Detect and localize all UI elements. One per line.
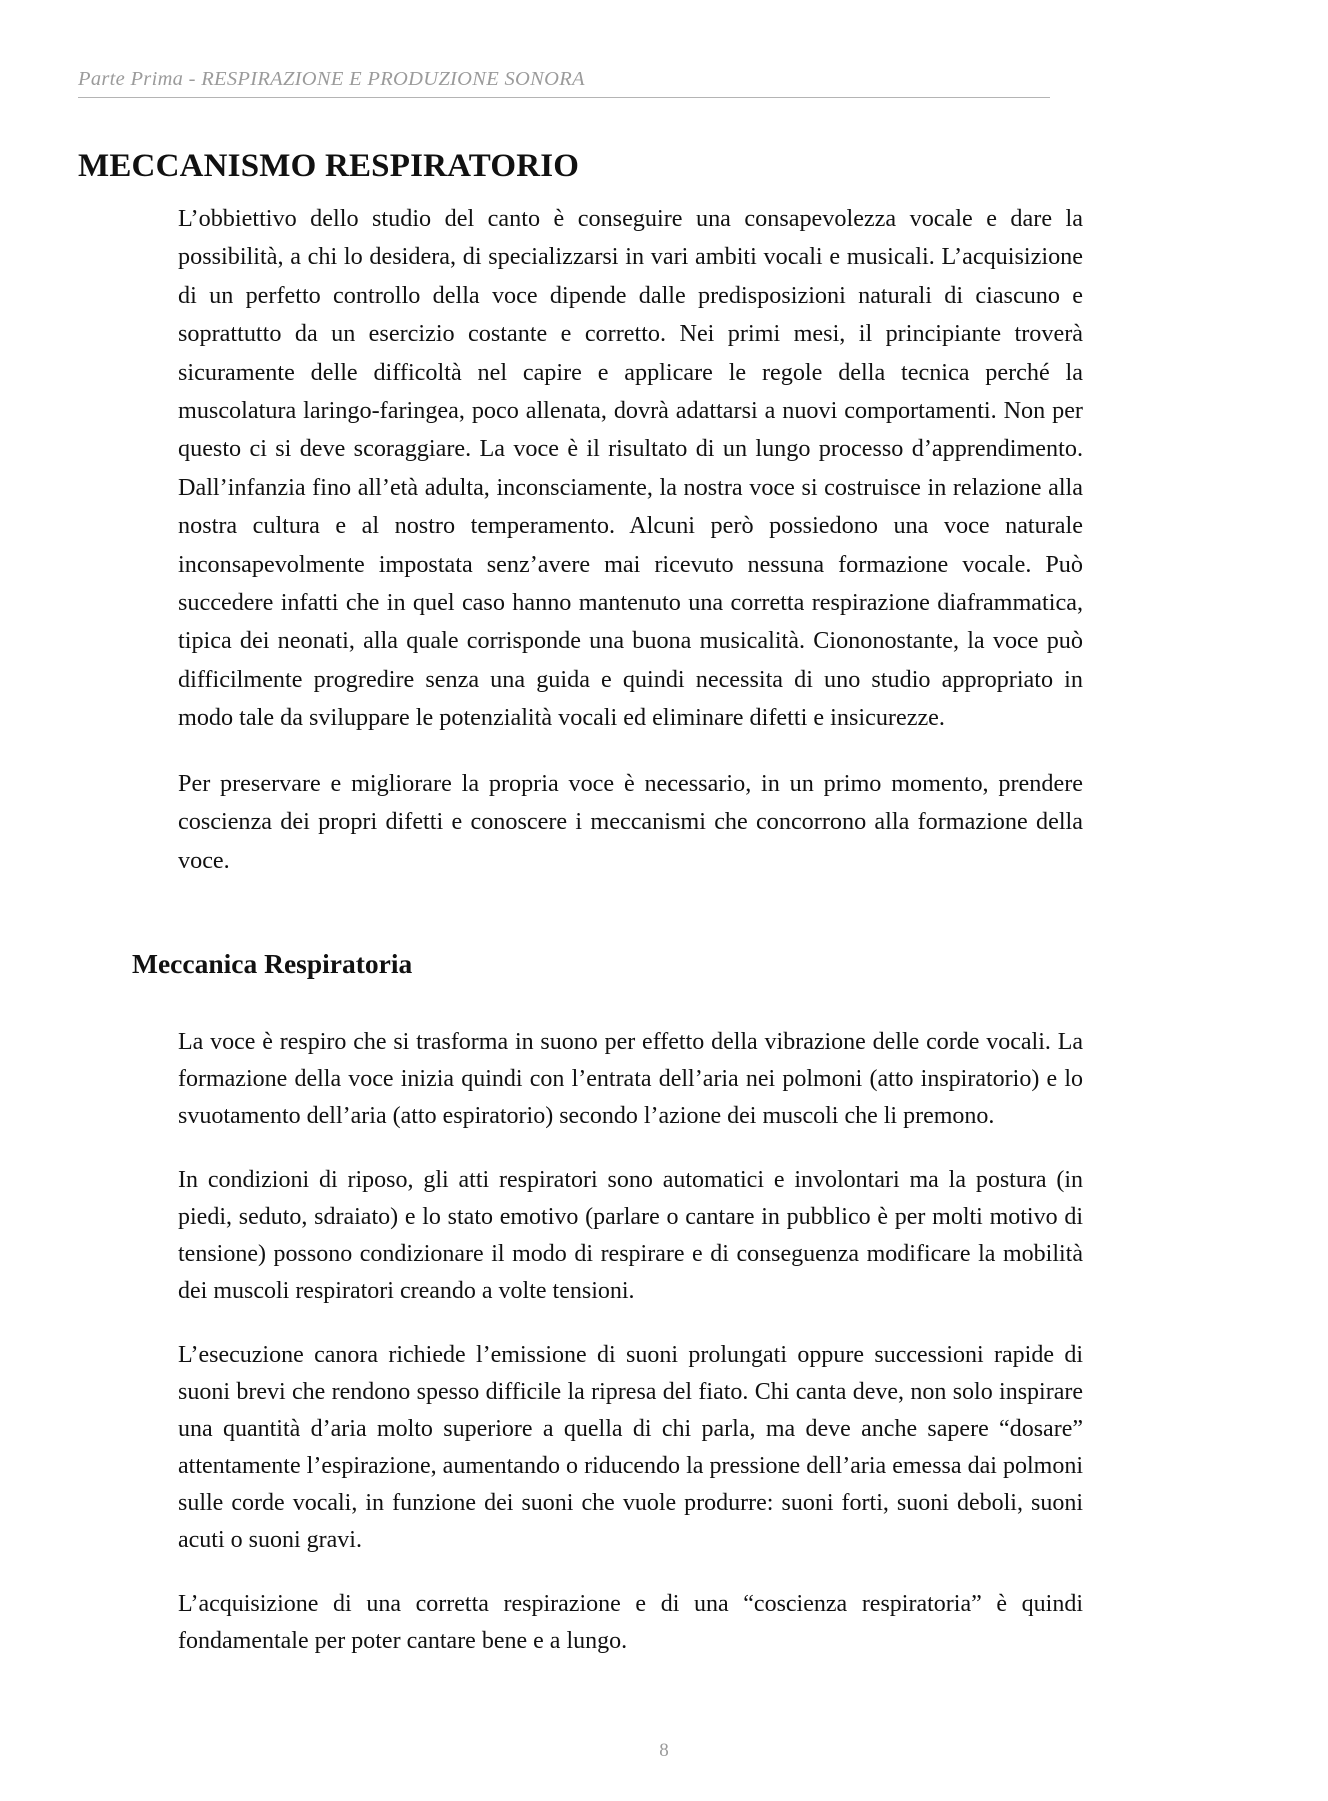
header-divider-rule bbox=[78, 97, 1050, 98]
page-number: 8 bbox=[659, 1740, 669, 1761]
section-heading: Meccanica Respiratoria bbox=[132, 947, 413, 979]
paragraph-1: L’obbiettivo dello studio del canto è conseguire una consapevolezza vocale e dare la possibilità, a chi lo desidera, di specializzarsi in vari ambiti vocali e musicali. L’acquisizione di un perfetto controllo della voce dipende dalle predisposizioni naturali di ciascuno e soprattutto da un esercizio costante e corretto. Nei primi mesi, il principiante troverà sicuramente delle difficoltà nel capire e applicare le regole della tecnica perché la muscolatura laringo-faringea, poco allenata, dovrà adattarsi a nuovi comportamenti. Non per questo ci si deve scoraggiare. La voce è il risultato di un lungo processo d’apprendimento. Dall’infanzia fino all’età adulta, inconsciamente, la nostra voce si costruisce in relazione alla nostra cultura e al nostro temperamento. Alcuni però possiedono una voce naturale inconsapevolmente impostata senz’avere mai ricevuto nessuna formazione vocale. Può succedere infatti che in quel caso hanno mantenuto una corretta respirazione diaframmatica, tipica dei neonati, alla quale corrisponde una buona musicalità. Ciononostante, la voce può difficilmente progredire senza una guida e quindi necessita di uno studio appropriato in modo tale da sviluppare le potenzialità vocali ed eliminare difetti e insicurezze. bbox=[178, 205, 1083, 732]
running-header-text: Parte Prima - RESPIRAZIONE E PRODUZIONE SONORA bbox=[78, 68, 585, 90]
running-header bbox=[78, 68, 1050, 98]
chapter-title: MECCANISMO RESPIRATORIO bbox=[78, 148, 580, 185]
body-content bbox=[132, 200, 1083, 1660]
spacer-before-section-heading bbox=[178, 880, 1083, 948]
paragraph-5: L’esecuzione canora richiede l’emissione di suoni prolungati oppure successioni rapide di suoni brevi che rendono spesso difficile la ripresa del fiato. Chi canta deve, non solo inspirare una quantità d’aria molto superiore a quella di chi parla, ma deve anche sapere “dosare” attentamente l’espirazione, aumentando o riducendo la pressione dell’aria emessa dai polmoni sulle corde vocali, in funzione dei suoni che vuole produrre: suoni forti, suoni deboli, suoni acuti o suoni gravi. bbox=[178, 1341, 1083, 1553]
spacer-after-section-heading bbox=[178, 980, 1083, 1024]
paragraph-2: Per preservare e migliorare la propria voce è necessario, in un primo momento, prendere coscienza dei propri difetti e conoscere i meccanismi che concorrono alla formazione della voce. bbox=[178, 769, 1083, 874]
paragraph-3: La voce è respiro che si trasforma in suono per effetto della vibrazione delle corde vocali. La formazione della voce inizia quindi con l’entrata dell’aria nei polmoni (atto inspiratorio) e lo svuotamento dell’aria (atto espiratorio) secondo l’azione dei muscoli che li premono. bbox=[178, 1028, 1083, 1129]
paragraph-6: L’acquisizione di una corretta respirazione e di una “coscienza respiratoria” è quindi fondamentale per poter cantare bene e a lungo. bbox=[178, 1590, 1083, 1654]
paragraph-4: In condizioni di riposo, gli atti respiratori sono automatici e involontari ma la postura (in piedi, seduto, sdraiato) e lo stato emotivo (parlare o cantare in pubblico è per molti motivo di tensione) possono condizionare il modo di respirare e di conseguenza modificare la mobilità dei muscoli respiratori creando a volte tensioni. bbox=[178, 1166, 1083, 1304]
